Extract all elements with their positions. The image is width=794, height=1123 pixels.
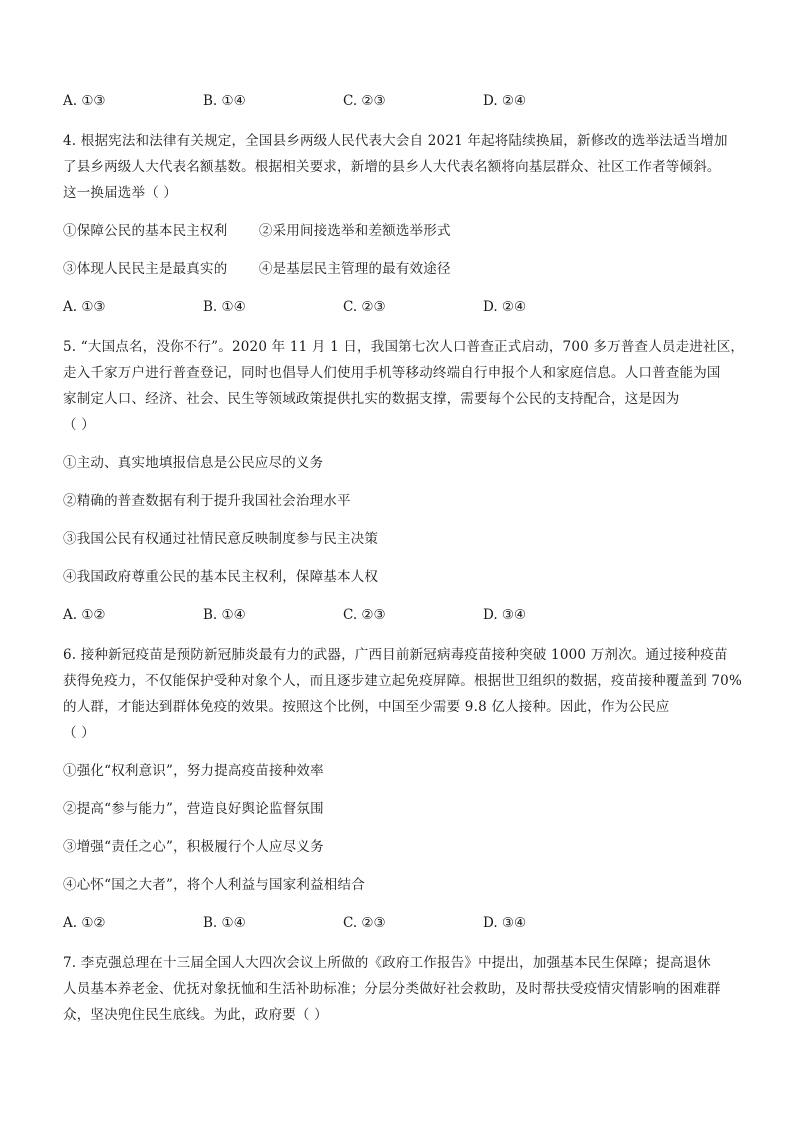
question-7-stem-line: 7. 李克强总理在十三届全国人大四次会议上所做的《政府工作报告》中提出，加强基本民生保障；提高退休	[63, 955, 711, 971]
question-5-stem-line: 走入千家万户进行普查登记，同时也倡导人们使用手机等移动终端自行申报个人和家庭信息。人口普查能为国	[63, 365, 721, 381]
question-6-stem-line: 6. 接种新冠疫苗是预防新冠肺炎最有力的武器，广西目前新冠病毒疫苗接种突破 1000 万剂次。通过接种疫苗	[63, 647, 728, 663]
option-b[interactable]: B. ①④	[203, 607, 246, 623]
option-a[interactable]: A. ①②	[63, 915, 106, 931]
question-7-stem-line: 众，坚决兜住民生底线。为此，政府要（ ）	[63, 1007, 328, 1023]
question-5-stem-line: 5. “大国点名，没你不行”。2020 年 11 月 1 日，我国第七次人口普查正式启动，700 多万普查人员走进社区，	[63, 339, 745, 355]
option-a[interactable]: A. ①③	[63, 299, 106, 315]
option-c[interactable]: C. ②③	[343, 607, 386, 623]
question-5-item: ①主动、真实地填报信息是公民应尽的义务	[63, 455, 324, 471]
question-7	[63, 950, 735, 1028]
question-6-item: ③增强“责任之心”，积极履行个人应尽义务	[63, 839, 324, 855]
prev-question-options	[63, 88, 735, 114]
question-7-stem-line: 人员基本养老金、优抚对象抚恤和生活补助标准；分层分类做好社会救助，及时帮扶受疫情灾情影响的困难群	[63, 981, 721, 997]
option-a[interactable]: A. ①③	[63, 93, 106, 109]
option-d[interactable]: D. ③④	[483, 915, 527, 931]
question-6-item: ①强化“权利意识”，努力提高疫苗接种效率	[63, 763, 324, 779]
question-4-item: ③体现人民民主是最真实的 ④是基层民主管理的最有效途径	[63, 261, 451, 277]
option-c[interactable]: C. ②③	[343, 915, 386, 931]
question-4	[63, 128, 735, 320]
question-4-stem-line: 4. 根据宪法和法律有关规定，全国县乡两级人民代表大会自 2021 年起将陆续换届，新修改的选举法适当增加	[63, 133, 728, 149]
question-5-stem-line: （ ）	[63, 417, 95, 433]
question-5-options	[63, 602, 735, 628]
option-b[interactable]: B. ①④	[203, 93, 246, 109]
question-5-item: ③我国公民有权通过社情民意反映制度参与民主决策	[63, 531, 379, 547]
question-6-item: ②提高“参与能力”，营造良好舆论监督氛围	[63, 801, 324, 817]
question-5-item: ④我国政府尊重公民的基本民主权利，保障基本人权	[63, 569, 379, 585]
option-a[interactable]: A. ①②	[63, 607, 106, 623]
question-6-stem-line: 的人群，才能达到群体免疫的效果。按照这个比例，中国至少需要 9.8 亿人接种。因此，作为公民应	[63, 699, 670, 715]
question-4-item: ①保障公民的基本民主权利 ②采用间接选举和差额选举形式	[63, 223, 451, 239]
option-c[interactable]: C. ②③	[343, 299, 386, 315]
question-5-stem-line: 家制定人口、经济、社会、民生等领域政策提供扎实的数据支撑，需要每个公民的支持配合，这是因为	[63, 391, 680, 407]
option-d[interactable]: D. ②④	[483, 93, 527, 109]
question-4-options	[63, 294, 735, 320]
option-c[interactable]: C. ②③	[343, 93, 386, 109]
question-4-stem-line: 了县乡两级人大代表名额基数。根据相关要求，新增的县乡人大代表名额将向基层群众、社区工作者等倾斜。	[63, 159, 721, 175]
option-d[interactable]: D. ③④	[483, 607, 527, 623]
question-6-options	[63, 910, 735, 936]
question-6-stem-line: 获得免疫力，不仅能保护受种对象个人，而且逐步建立起免疫屏障。根据世卫组织的数据，疫苗接种覆盖到 70%	[63, 673, 742, 689]
question-4-stem-line: 这一换届选举（ ）	[63, 185, 178, 201]
option-b[interactable]: B. ①④	[203, 915, 246, 931]
option-b[interactable]: B. ①④	[203, 299, 246, 315]
exam-page	[63, 88, 745, 1028]
question-6	[63, 642, 742, 936]
option-d[interactable]: D. ②④	[483, 299, 527, 315]
question-5	[63, 334, 745, 628]
question-6-stem-line: （ ）	[63, 725, 95, 741]
question-6-item: ④心怀“国之大者”，将个人利益与国家利益相结合	[63, 877, 365, 893]
question-5-item: ②精确的普查数据有利于提升我国社会治理水平	[63, 493, 351, 509]
